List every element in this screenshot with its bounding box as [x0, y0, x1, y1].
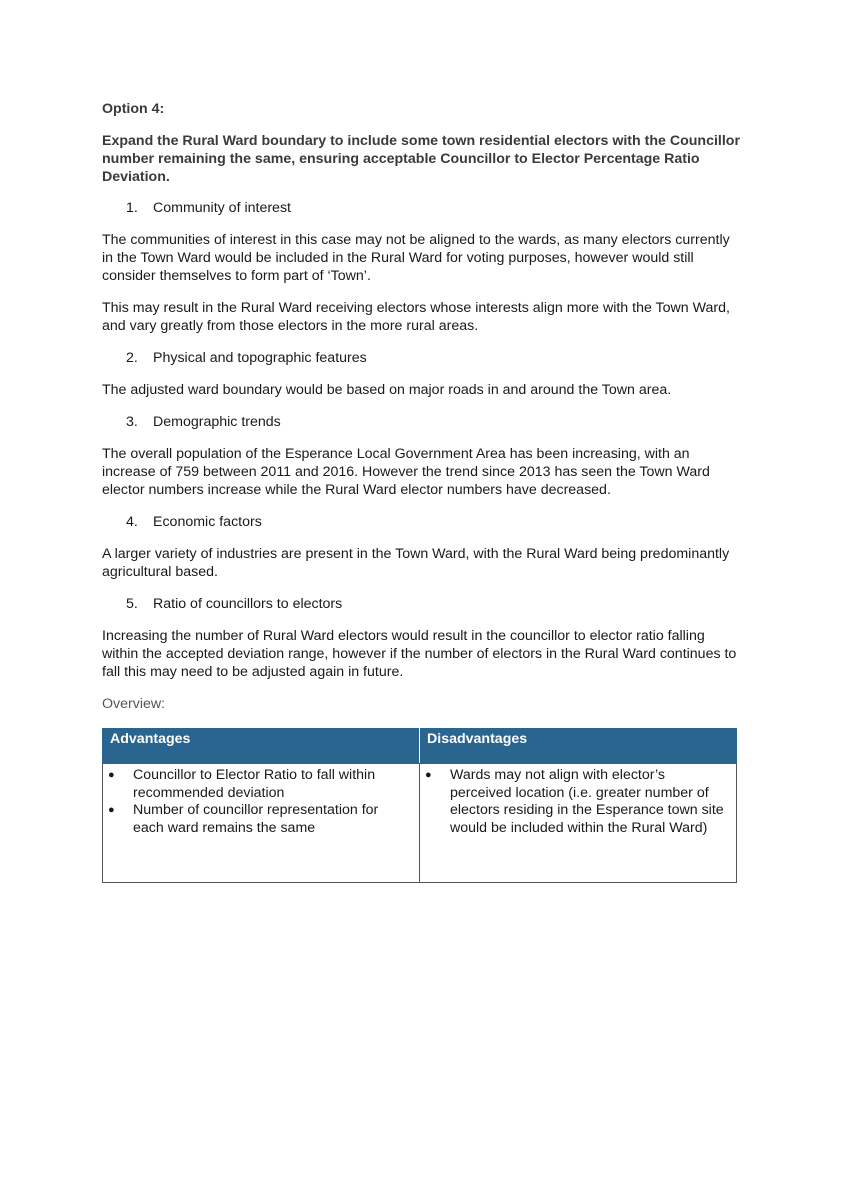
bullet-icon: ●: [108, 804, 115, 816]
advantage-text: Councillor to Elector Ratio to fall within recommended deviation: [133, 767, 376, 801]
section-heading-ratio: [102, 595, 742, 613]
section-paragraph: Increasing the number of Rural Ward electors would result in the councillor to elector ratio falling within the accepted deviation range, however if the number of electors in the Rural Ward continues to fall this may need to be adjusted again in future.: [102, 628, 737, 680]
advantages-header: Advantages: [103, 729, 420, 764]
disadvantages-list: [424, 767, 728, 837]
section-paragraph: The overall population of the Esperance Local Government Area has been increasing, with an increase of 759 between 2011 and 2016. However the trend since 2013 has seen the Town Ward elector numbers increase while the Rural Ward elector numbers have decreased.: [102, 446, 710, 498]
advantages-list: [107, 767, 411, 837]
section-number: 2.: [126, 350, 138, 366]
section-heading-community-of-interest: [102, 199, 742, 217]
advantages-disadvantages-table: [102, 728, 737, 883]
document-page: [102, 100, 742, 883]
section-number: 1.: [126, 200, 138, 216]
advantage-text: Number of councillor representation for each ward remains the same: [133, 802, 379, 836]
section-title: Economic factors: [153, 514, 262, 530]
bullet-icon: ●: [108, 769, 115, 781]
section-title: Demographic trends: [153, 414, 281, 430]
section-heading-demographic-trends: [102, 413, 742, 431]
section-number: 4.: [126, 514, 138, 530]
option-heading: Option 4:: [102, 101, 165, 117]
overview-label: Overview:: [102, 696, 166, 712]
list-item: [107, 767, 411, 802]
section-paragraph: This may result in the Rural Ward receiving electors whose interests align more with the Town Ward, and vary greatly from those electors in the more rural areas.: [102, 300, 730, 334]
section-paragraph: The communities of interest in this case may not be aligned to the wards, as many electors currently in the Town Ward would be included in the Rural Ward for voting purposes, however would still consider themselves to form part of ‘Town’.: [102, 232, 730, 284]
disadvantage-text: Wards may not align with elector’s perceived location (i.e. greater number of electors residing in the Esperance town site would be included within the Rural Ward): [450, 767, 724, 836]
table-header-row: [103, 729, 737, 764]
bullet-icon: ●: [425, 769, 432, 781]
list-item: [107, 802, 411, 837]
section-paragraph: A larger variety of industries are present in the Town Ward, with the Rural Ward being predominantly agricultural based.: [102, 546, 730, 580]
section-title: Physical and topographic features: [153, 350, 367, 366]
section-title: Community of interest: [153, 200, 291, 216]
section-title: Ratio of councillors to electors: [153, 596, 343, 612]
table-row: [103, 764, 737, 883]
option-intro: Expand the Rural Ward boundary to include some town residential electors with the Councillor number remaining the same, ensuring acceptable Councillor to Elector Percentage Ratio Deviation.: [102, 133, 740, 185]
advantages-cell: [103, 764, 420, 883]
section-heading-physical-features: [102, 349, 742, 367]
list-item: [424, 767, 728, 837]
section-number: 3.: [126, 414, 138, 430]
section-heading-economic-factors: [102, 513, 742, 531]
section-number: 5.: [126, 596, 138, 612]
disadvantages-header: Disadvantages: [420, 729, 737, 764]
disadvantages-cell: [420, 764, 737, 883]
section-paragraph: The adjusted ward boundary would be based on major roads in and around the Town area.: [102, 382, 672, 398]
